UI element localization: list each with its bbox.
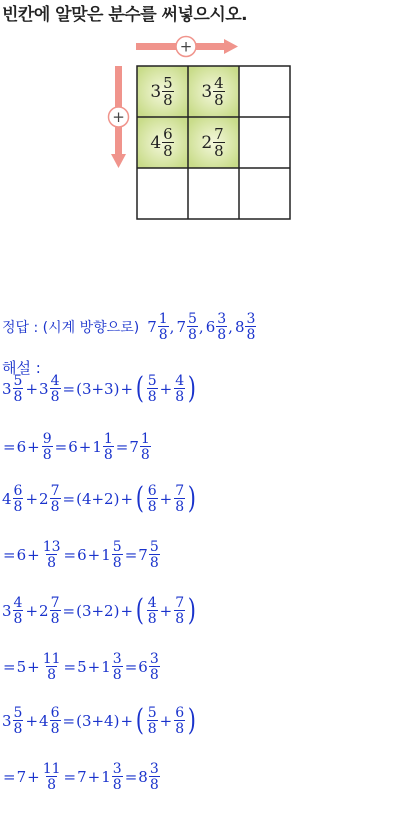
whole-part: 1 [101, 546, 111, 564]
grid-cell-top-middle [188, 66, 239, 117]
denominator: 8 [140, 447, 150, 463]
whole-part: 8 [138, 768, 148, 786]
fraction [50, 706, 61, 736]
blank-cell-top-right[interactable] [239, 66, 290, 117]
mixed-number [129, 432, 151, 462]
left-paren: ( [135, 371, 144, 406]
operator: + [87, 546, 101, 564]
right-paren: ) [187, 481, 197, 516]
fraction [50, 484, 61, 514]
denominator: 8 [112, 667, 122, 683]
numerator: 11 [42, 651, 61, 667]
mixed-number [39, 596, 61, 626]
mixed-number [39, 706, 61, 736]
denominator: 8 [47, 777, 57, 793]
cell-numerator: 4 [214, 73, 224, 92]
fraction [149, 652, 160, 682]
right-paren: ) [187, 371, 197, 406]
left-paren: ( [135, 703, 144, 738]
whole-part: 1 [92, 438, 102, 456]
denominator: 8 [13, 721, 23, 737]
expression-text: (3+3) [76, 380, 120, 398]
denominator: 8 [50, 611, 60, 627]
fraction [13, 706, 24, 736]
fraction [174, 596, 185, 626]
denominator: 8 [175, 721, 185, 737]
operator: + [159, 490, 173, 508]
fraction [174, 374, 185, 404]
numerator: 9 [42, 431, 52, 447]
operator: = [62, 490, 76, 508]
fraction [42, 762, 62, 792]
operator: = [124, 546, 138, 564]
mixed-number [2, 484, 24, 514]
numerator: 7 [50, 483, 60, 499]
expression-text: 6 [77, 546, 87, 564]
operator: + [159, 712, 173, 730]
equation-line [2, 540, 161, 570]
denominator: 8 [147, 389, 157, 405]
operator: + [87, 768, 101, 786]
expression-text: (3+2) [76, 602, 120, 620]
numerator: 1 [103, 431, 113, 447]
left-paren: ( [135, 593, 144, 628]
mixed-number [101, 652, 123, 682]
operator: = [115, 438, 129, 456]
operator: + [159, 380, 173, 398]
whole-part: 7 [129, 438, 139, 456]
whole-part: 4 [2, 490, 12, 508]
operator: + [78, 438, 92, 456]
vertical-plus-circle-icon [109, 107, 129, 127]
numerator: 5 [13, 705, 23, 721]
denominator: 8 [13, 389, 23, 405]
numerator: 7 [175, 483, 185, 499]
denominator: 8 [175, 499, 185, 515]
equation-line [2, 703, 198, 738]
operator: + [120, 712, 134, 730]
blank-cell-bottom-middle[interactable] [188, 168, 239, 219]
whole-part: 1 [101, 768, 111, 786]
mixed-number [39, 374, 61, 404]
operator: + [25, 712, 39, 730]
denominator: 8 [50, 499, 60, 515]
fraction [112, 652, 123, 682]
mixed-number [2, 706, 24, 736]
cell-denominator: 8 [163, 141, 173, 160]
expression-text: 5 [16, 658, 27, 676]
fraction [42, 652, 62, 682]
explanation-label: 해설 : [2, 359, 41, 377]
cell-denominator: 8 [163, 90, 173, 109]
operator: + [25, 490, 39, 508]
denominator: 8 [149, 555, 159, 571]
operator: = [3, 438, 16, 456]
operator: = [63, 546, 77, 564]
denominator: 8 [147, 721, 157, 737]
operator: = [3, 658, 16, 676]
fraction [112, 540, 123, 570]
operator: + [27, 546, 40, 564]
denominator: 8 [13, 611, 23, 627]
numerator: 7 [50, 595, 60, 611]
denominator: 8 [47, 667, 57, 683]
expression-text: 6 [16, 438, 27, 456]
cell-numerator: 7 [214, 124, 224, 143]
expression-text: 6 [16, 546, 27, 564]
cell-denominator: 8 [214, 90, 224, 109]
mixed-number [2, 374, 24, 404]
operator: = [124, 768, 138, 786]
numerator: 4 [175, 373, 185, 389]
expression-text: 7 [16, 768, 27, 786]
fraction [147, 706, 158, 736]
numerator: 5 [13, 373, 23, 389]
numerator: 4 [13, 595, 23, 611]
numerator: 6 [147, 483, 157, 499]
blank-cell-middle-right[interactable] [239, 117, 290, 168]
grid-cell-center [188, 117, 239, 168]
numerator: 4 [50, 373, 60, 389]
numerator: 13 [42, 539, 61, 555]
blank-cell-bottom-left[interactable] [137, 168, 188, 219]
mixed-number [92, 432, 114, 462]
problem-prompt: 빈칸에 알맞은 분수를 써넣으시오. [2, 5, 248, 25]
fraction [147, 484, 158, 514]
denominator: 8 [50, 389, 60, 405]
denominator: 8 [13, 499, 23, 515]
operator: + [87, 658, 101, 676]
denominator: 8 [149, 667, 159, 683]
denominator: 8 [149, 777, 159, 793]
fraction [149, 762, 160, 792]
fraction [174, 706, 185, 736]
operator: + [25, 602, 39, 620]
answer-value-2: 7 $\frac{5}{8}$ [176, 311, 197, 343]
operator: + [27, 438, 40, 456]
denominator: 8 [112, 555, 122, 571]
whole-part: 7 [138, 546, 148, 564]
operator: = [62, 380, 76, 398]
whole-part: 2 [39, 490, 49, 508]
cell-whole: 3 [150, 81, 162, 102]
operator: = [54, 438, 68, 456]
fraction [13, 596, 24, 626]
cell-numerator: 5 [163, 73, 173, 92]
mixed-number [138, 540, 160, 570]
answer-value-4: 8 $\frac{3}{8}$ [234, 311, 256, 343]
operator: + [159, 602, 173, 620]
horizontal-plus-symbol: + [179, 37, 193, 56]
equation-line [2, 371, 198, 406]
operator: + [27, 768, 40, 786]
fraction [149, 540, 160, 570]
fraction [103, 432, 114, 462]
operator: + [120, 380, 134, 398]
numerator: 3 [149, 761, 159, 777]
fraction [42, 540, 62, 570]
grid-cell-middle-left [137, 117, 188, 168]
mixed-number [138, 762, 160, 792]
cell-whole: 2 [201, 132, 213, 153]
operator: = [3, 768, 16, 786]
fraction [50, 596, 61, 626]
numerator: 5 [147, 373, 157, 389]
operator: + [25, 380, 39, 398]
whole-part: 4 [39, 712, 49, 730]
fraction [42, 432, 53, 462]
fraction [147, 374, 158, 404]
numerator: 5 [112, 539, 122, 555]
operator: = [124, 658, 138, 676]
operator: + [120, 490, 134, 508]
fraction [147, 596, 158, 626]
fraction [112, 762, 123, 792]
expression-text: 7 [77, 768, 87, 786]
whole-part: 6 [138, 658, 148, 676]
numerator: 3 [149, 651, 159, 667]
fraction [174, 484, 185, 514]
numerator: 6 [13, 483, 23, 499]
answer-separator: , [169, 318, 175, 336]
equation-line [2, 652, 161, 682]
whole-part: 3 [39, 380, 49, 398]
numerator: 5 [149, 539, 159, 555]
whole-part: 3 [2, 380, 12, 398]
denominator: 8 [47, 555, 57, 571]
fraction [13, 484, 24, 514]
operator: = [62, 602, 76, 620]
numerator: 4 [147, 595, 157, 611]
numerator: 3 [112, 761, 122, 777]
denominator: 8 [147, 499, 157, 515]
operator: = [63, 768, 77, 786]
equation-line [2, 593, 198, 628]
operator: = [3, 546, 16, 564]
answer-separator: , [228, 318, 233, 336]
answer-value-1: 7 $\frac{1}{8}$ [147, 311, 168, 343]
answer-separator: , [198, 318, 204, 336]
denominator: 8 [103, 447, 113, 463]
cell-whole: 4 [150, 132, 162, 153]
denominator: 8 [42, 447, 52, 463]
whole-part: 3 [2, 602, 12, 620]
numerator: 3 [112, 651, 122, 667]
cell-whole: 3 [201, 81, 213, 102]
answer-label: 정답 : (시계 방향으로) [2, 320, 140, 336]
fraction [13, 374, 24, 404]
whole-part: 2 [39, 602, 49, 620]
numerator: 5 [147, 705, 157, 721]
equation-line [2, 762, 161, 792]
expression-text: 6 [68, 438, 78, 456]
mixed-number [2, 596, 24, 626]
denominator: 8 [50, 721, 60, 737]
mixed-number [39, 484, 61, 514]
fraction [50, 374, 61, 404]
right-paren: ) [187, 593, 197, 628]
denominator: 8 [112, 777, 122, 793]
denominator: 8 [175, 389, 185, 405]
denominator: 8 [147, 611, 157, 627]
whole-part: 1 [101, 658, 111, 676]
operator: = [62, 712, 76, 730]
numerator: 6 [175, 705, 185, 721]
operator: = [63, 658, 77, 676]
whole-part: 3 [2, 712, 12, 730]
equation-line [2, 432, 152, 462]
right-paren: ) [187, 703, 197, 738]
fraction [140, 432, 151, 462]
expression-text: (4+2) [76, 490, 120, 508]
vertical-plus-symbol: + [112, 108, 125, 126]
operator: + [120, 602, 134, 620]
numerator: 7 [175, 595, 185, 611]
grid-cell-top-left [137, 66, 188, 117]
equation-line [2, 481, 198, 516]
mixed-number [138, 652, 160, 682]
answer-value-3: 6 $\frac{3}{8}$ [205, 311, 227, 343]
numerator: 6 [50, 705, 60, 721]
denominator: 8 [175, 611, 185, 627]
horizontal-plus-circle-icon [176, 37, 196, 57]
expression-text: 5 [77, 658, 87, 676]
expression-text: (3+4) [76, 712, 120, 730]
numerator: 11 [42, 761, 61, 777]
left-paren: ( [135, 481, 144, 516]
operator: + [27, 658, 40, 676]
mixed-number [101, 540, 123, 570]
answer-line [2, 312, 257, 342]
cell-numerator: 6 [163, 124, 173, 143]
mixed-number [101, 762, 123, 792]
numerator: 1 [140, 431, 150, 447]
cell-denominator: 8 [214, 141, 224, 160]
